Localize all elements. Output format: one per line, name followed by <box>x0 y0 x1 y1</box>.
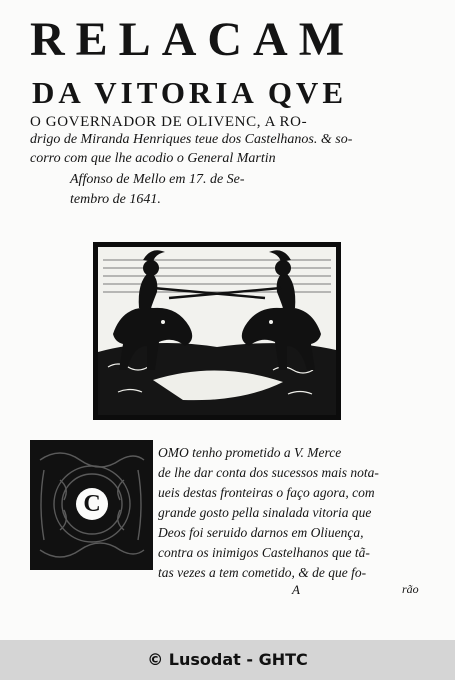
body-line: OMO tenho prometido a V. Merce <box>158 445 342 460</box>
body-line: de lhe dar conta dos sucessos mais nota- <box>158 465 379 480</box>
footer-credit: © Lusodat - GHTC <box>0 640 455 680</box>
catchword-right: rão <box>402 582 419 596</box>
catchword: A <box>292 582 300 597</box>
body-line: ueis destas fronteiras o faço agora, com <box>158 485 375 500</box>
body-line: grande gosto pella sinalada vitoria que <box>158 505 372 520</box>
title-line-5: corro com que lhe acodio o General Martin <box>30 151 276 166</box>
woodcut-two-horsemen-icon <box>93 242 341 420</box>
body-line: contra os inimigos Castelhanos que tã- <box>158 545 370 560</box>
title-line-2: DA VITORIA QVE <box>32 75 347 110</box>
body-line: Deos foi seruido darnos em Oliuença, <box>158 525 364 540</box>
title-line-3: O GOVERNADOR DE OLIVENC, A RO- <box>30 114 308 130</box>
title-line-6: Affonso de Mello em 17. de Se- <box>70 172 245 187</box>
initial-letter: C <box>76 488 108 520</box>
woodcut-illustration <box>93 242 341 420</box>
title-line-1: RELACAM <box>30 13 355 66</box>
title-line-4: drigo de Miranda Henriques teue dos Castelhanos. & so- <box>30 132 353 147</box>
title-line-7: tembro de 1641. <box>70 192 161 207</box>
decorated-initial <box>30 440 153 570</box>
body-line: tas vezes a tem cometido, & de que fo- <box>158 565 367 580</box>
